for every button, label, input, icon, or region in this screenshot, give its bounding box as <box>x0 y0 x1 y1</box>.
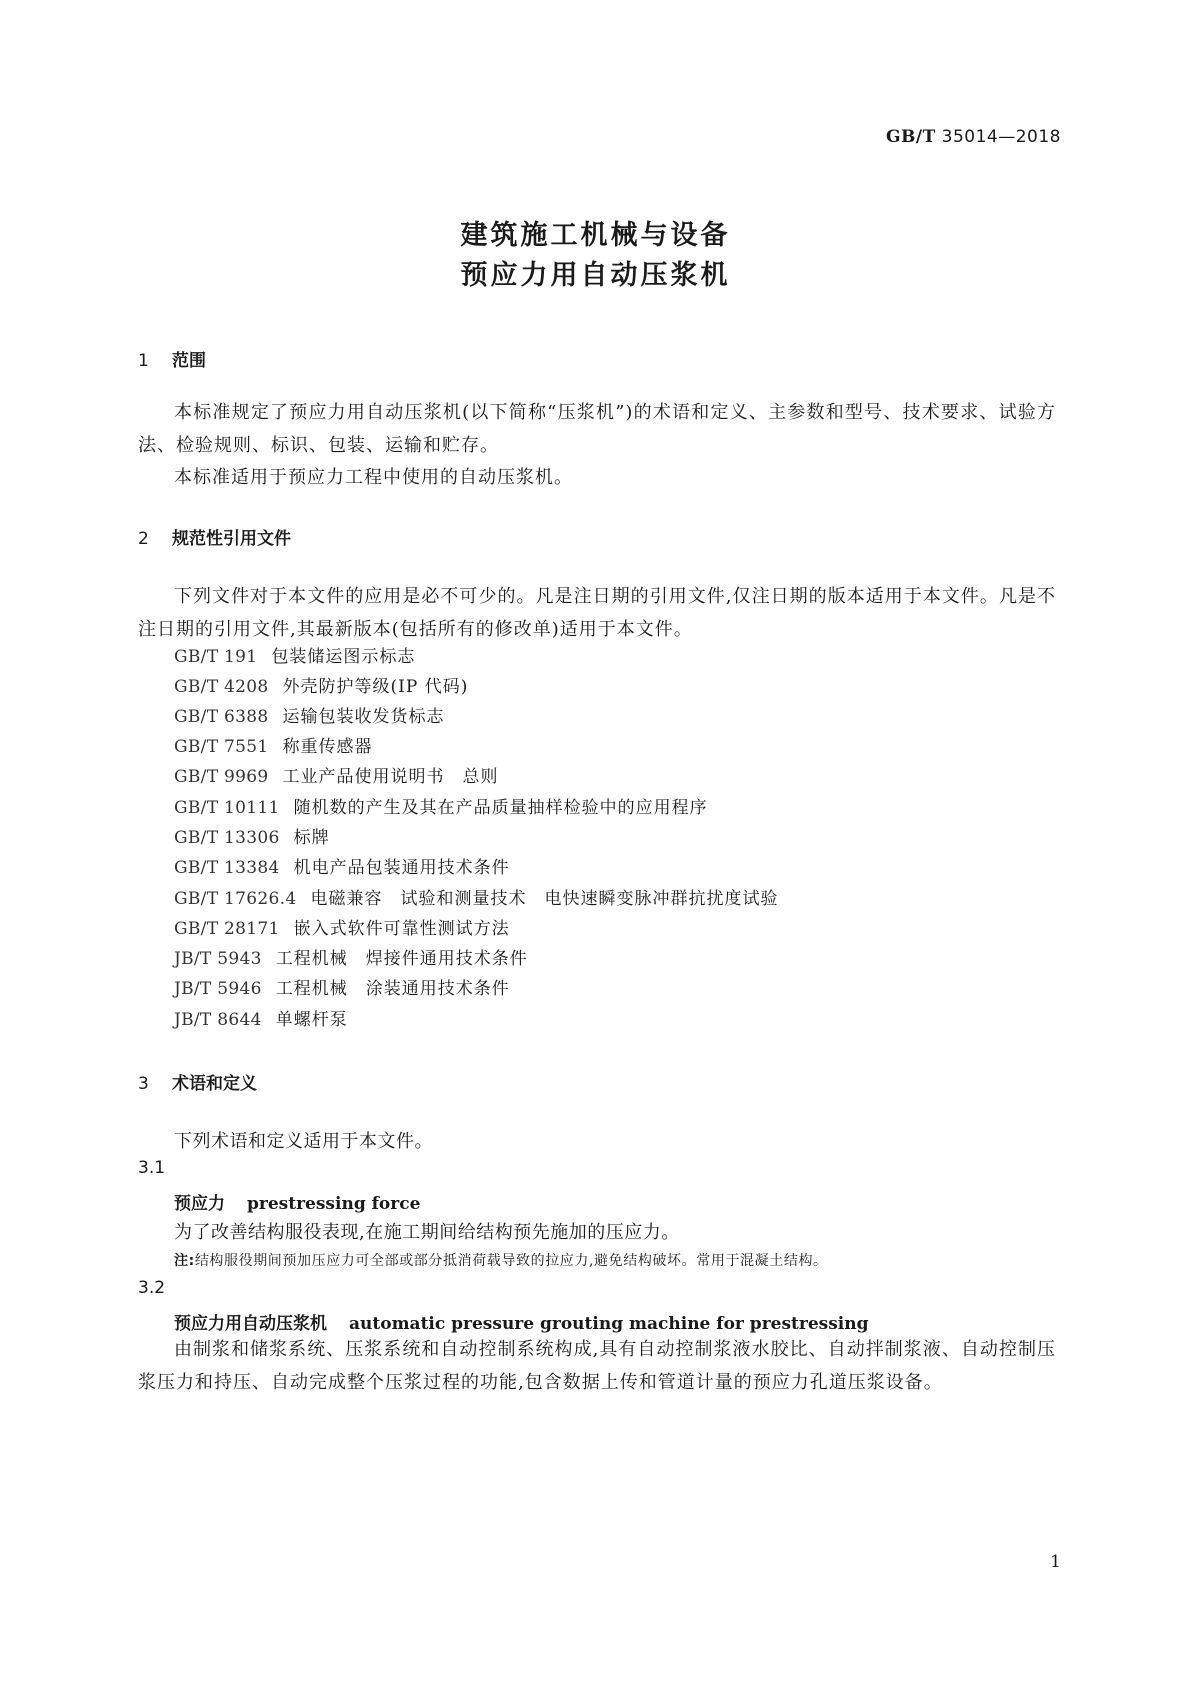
reference-title: 随机数的产生及其在产品质量抽样检验中的应用程序 <box>293 798 708 818</box>
reference-item <box>174 705 445 729</box>
term-heading <box>174 1309 869 1334</box>
term-heading <box>174 1189 420 1214</box>
term-chinese: 预应力用自动压浆机 <box>174 1314 327 1334</box>
reference-code: GB/T 17626.4 <box>174 889 297 909</box>
reference-item <box>174 1008 348 1032</box>
term-english: automatic pressure grouting machine for prestressing <box>349 1314 869 1334</box>
standard-year: 35014—2018 <box>941 127 1061 147</box>
section-heading-scope <box>138 346 206 371</box>
reference-title: 称重传感器 <box>282 737 373 757</box>
document-title-line1: 建筑施工机械与设备 <box>460 220 731 251</box>
terms-intro: 下列术语和定义适用于本文件。 <box>174 1131 433 1152</box>
reference-item <box>174 675 468 699</box>
reference-item <box>174 856 510 880</box>
term-definition: 为了改善结构服役表现,在施工期间给结构预先施加的压应力。 <box>174 1222 680 1243</box>
clause-number: 3.2 <box>138 1278 166 1298</box>
scope-paragraph-2: 本标准适用于预应力工程中使用的自动压浆机。 <box>174 467 573 488</box>
section-title: 规范性引用文件 <box>172 529 291 549</box>
reference-title: 机电产品包装通用技术条件 <box>293 858 510 878</box>
reference-code: GB/T 9969 <box>174 767 269 787</box>
reference-item <box>174 796 708 820</box>
reference-item <box>174 977 510 1001</box>
reference-item <box>174 947 528 971</box>
reference-item <box>174 645 415 669</box>
reference-title: 单螺杆泵 <box>275 1010 348 1030</box>
reference-item <box>174 735 373 759</box>
reference-code: GB/T 13306 <box>174 828 280 848</box>
standard-code: GB/T <box>886 127 936 147</box>
reference-code: JB/T 8644 <box>174 1010 262 1030</box>
reference-title: 工程机械 焊接件通用技术条件 <box>275 949 528 969</box>
term-english: prestressing force <box>247 1194 421 1214</box>
reference-code: GB/T 4208 <box>174 677 269 697</box>
scope-paragraph-1: 本标准规定了预应力用自动压浆机(以下简称“压浆机”)的术语和定义、主参数和型号、技术要求、试验方法、检验规则、标识、包装、运输和贮存。 <box>138 402 1056 456</box>
section-title: 术语和定义 <box>172 1074 257 1094</box>
section-number: 2 <box>138 529 149 549</box>
reference-code: JB/T 5943 <box>174 949 262 969</box>
reference-code: GB/T 10111 <box>174 798 280 818</box>
section-title: 范围 <box>172 351 206 371</box>
reference-title: 工程机械 涂装通用技术条件 <box>275 979 510 999</box>
section-number: 1 <box>138 351 149 371</box>
reference-code: GB/T 7551 <box>174 737 269 757</box>
page-number: 1 <box>1050 1552 1061 1572</box>
standard-number <box>886 127 1061 147</box>
section-number: 3 <box>138 1074 149 1094</box>
reference-code: JB/T 5946 <box>174 979 262 999</box>
section-heading-terms <box>138 1069 257 1094</box>
term-definition: 由制浆和储浆系统、压浆系统和自动控制系统构成,具有自动控制浆液水胶比、自动拌制浆液、自动控制压浆压力和持压、自动完成整个压浆过程的功能,包含数据上传和管道计量的预应力孔道压浆设备。 <box>138 1339 1056 1393</box>
reference-title: 工业产品使用说明书 总则 <box>282 767 499 787</box>
reference-title: 包装储运图示标志 <box>271 647 416 667</box>
term-chinese: 预应力 <box>174 1194 225 1214</box>
clause-number: 3.1 <box>138 1158 166 1178</box>
document-title-line2: 预应力用自动压浆机 <box>460 260 731 291</box>
reference-title: 外壳防护等级(IP 代码) <box>282 677 469 697</box>
note-label: 注: <box>174 1253 195 1269</box>
reference-code: GB/T 28171 <box>174 919 280 939</box>
reference-item <box>174 887 778 911</box>
reference-title: 电磁兼容 试验和测量技术 电快速瞬变脉冲群抗扰度试验 <box>310 889 779 909</box>
reference-item <box>174 826 330 850</box>
term-note <box>174 1250 828 1270</box>
reference-code: GB/T 191 <box>174 647 258 667</box>
reference-title: 标牌 <box>293 828 330 848</box>
reference-code: GB/T 6388 <box>174 707 269 727</box>
note-text: 结构服役期间预加压应力可全部或部分抵消荷载导致的拉应力,避免结构破坏。常用于混凝土结构。 <box>194 1253 828 1269</box>
section-heading-normative-references <box>138 524 291 549</box>
references-intro: 下列文件对于本文件的应用是必不可少的。凡是注日期的引用文件,仅注日期的版本适用于本文件。凡是不注日期的引用文件,其最新版本(包括所有的修改单)适用于本文件。 <box>138 586 1056 640</box>
reference-title: 运输包装收发货标志 <box>282 707 445 727</box>
reference-item <box>174 917 510 941</box>
reference-code: GB/T 13384 <box>174 858 280 878</box>
reference-item <box>174 765 499 789</box>
reference-title: 嵌入式软件可靠性测试方法 <box>293 919 510 939</box>
